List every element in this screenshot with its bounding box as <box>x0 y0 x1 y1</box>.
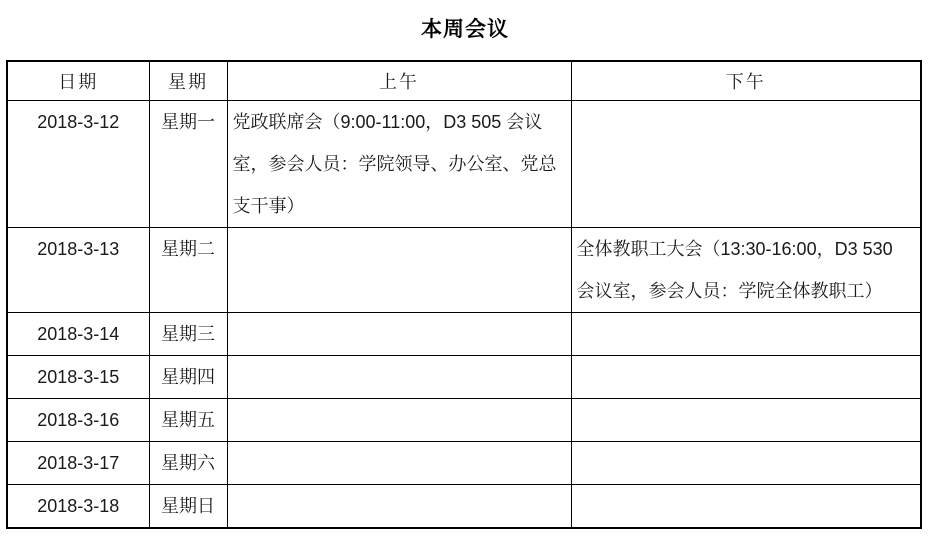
table-row <box>7 101 921 228</box>
cell-weekday: 星期六 <box>149 442 227 485</box>
cell-date: 2018-3-15 <box>7 356 149 399</box>
table-row <box>7 399 921 442</box>
cell-date: 2018-3-13 <box>7 228 149 313</box>
header-row <box>7 61 921 101</box>
cell-morning <box>227 356 571 399</box>
cell-morning <box>227 313 571 356</box>
cell-morning <box>227 442 571 485</box>
cell-afternoon <box>571 399 921 442</box>
cell-afternoon <box>571 442 921 485</box>
table-row <box>7 485 921 529</box>
table-row <box>7 313 921 356</box>
cell-weekday: 星期二 <box>149 228 227 313</box>
col-header-date: 日期 <box>7 61 149 101</box>
cell-weekday: 星期五 <box>149 399 227 442</box>
cell-weekday: 星期日 <box>149 485 227 529</box>
cell-morning: 党政联席会（9:00-11:00，D3 505 会议室，参会人员：学院领导、办公室、党总支干事） <box>227 101 571 228</box>
cell-date: 2018-3-12 <box>7 101 149 228</box>
col-header-morning: 上午 <box>227 61 571 101</box>
cell-weekday: 星期三 <box>149 313 227 356</box>
col-header-afternoon: 下午 <box>571 61 921 101</box>
cell-morning <box>227 399 571 442</box>
cell-date: 2018-3-18 <box>7 485 149 529</box>
table-row <box>7 356 921 399</box>
cell-afternoon <box>571 313 921 356</box>
page-title: 本周会议 <box>421 17 509 41</box>
cell-afternoon <box>571 101 921 228</box>
cell-afternoon <box>571 356 921 399</box>
table-row <box>7 228 921 313</box>
cell-morning <box>227 228 571 313</box>
meeting-table-body <box>7 101 921 529</box>
cell-date: 2018-3-17 <box>7 442 149 485</box>
cell-date: 2018-3-16 <box>7 399 149 442</box>
col-header-weekday: 星期 <box>149 61 227 101</box>
cell-date: 2018-3-14 <box>7 313 149 356</box>
cell-weekday: 星期一 <box>149 101 227 228</box>
cell-weekday: 星期四 <box>149 356 227 399</box>
cell-afternoon: 全体教职工大会（13:30-16:00，D3 530 会议室，参会人员：学院全体教职工） <box>571 228 921 313</box>
table-row <box>7 442 921 485</box>
cell-morning <box>227 485 571 529</box>
cell-afternoon <box>571 485 921 529</box>
meeting-table <box>6 60 922 529</box>
